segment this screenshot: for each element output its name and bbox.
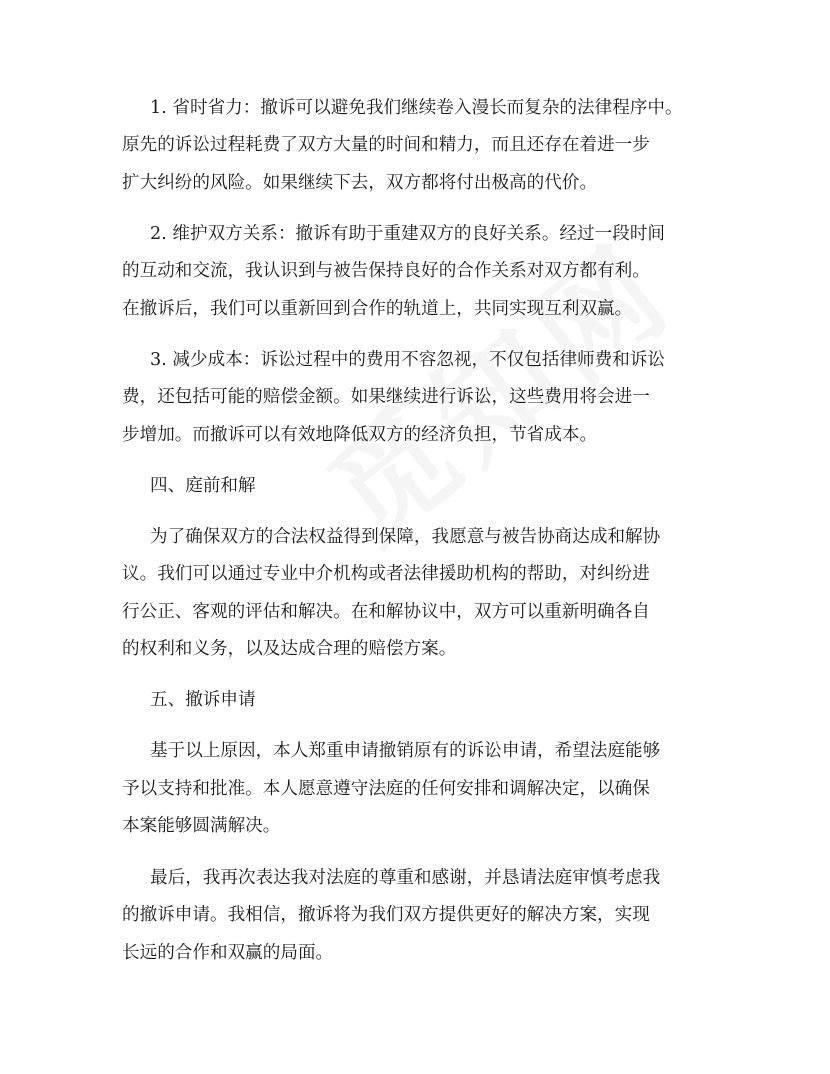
paragraph-3-line-2: 费，还包括可能的赔偿金额。如果继续进行诉讼，这些费用将会进一 (122, 387, 650, 407)
application-line-1: 基于以上原因，本人郑重申请撤销原有的诉讼申请，希望法庭能够 (150, 741, 661, 761)
application-line-3: 本案能够圆满解决。 (122, 816, 281, 836)
settlement-line-3: 行公正、客观的评估和解决。在和解协议中，双方可以重新明确各自 (122, 602, 650, 622)
settlement-line-1: 为了确保双方的合法权益得到保障，我愿意与被告协商达成和解协 (150, 527, 661, 547)
paragraph-1-line-2: 原先的诉讼过程耗费了双方大量的时间和精力，而且还存在着进一步 (122, 135, 650, 155)
closing-line-3: 长远的合作和双赢的局面。 (122, 943, 334, 963)
closing-line-2: 的撤诉申请。我相信，撤诉将为我们双方提供更好的解决方案，实现 (122, 905, 650, 925)
section-heading-4: 四、庭前和解 (150, 476, 256, 496)
settlement-line-4: 的权利和义务，以及达成合理的赔偿方案。 (122, 639, 457, 659)
paragraph-3-line-1: 3. 减少成本：诉讼过程中的费用不容忽视，不仅包括律师费和诉讼 (150, 350, 666, 370)
section-heading-5: 五、撤诉申请 (150, 690, 256, 710)
settlement-line-2: 议。我们可以通过专业中介机构或者法律援助机构的帮助，对纠纷进 (122, 564, 650, 584)
paragraph-1-line-3: 扩大纠纷的风险。如果继续下去，双方都将付出极高的代价。 (122, 173, 598, 193)
paragraph-2-line-1: 2. 维护双方关系：撤诉有助于重建双方的良好关系。经过一段时间 (150, 224, 666, 244)
paragraph-1-line-1: 1. 省时省力：撤诉可以避免我们继续卷入漫长而复杂的法律程序中。 (150, 98, 683, 118)
closing-line-1: 最后，我再次表达我对法庭的尊重和感谢，并恳请法庭审慎考虑我 (150, 868, 661, 888)
paragraph-2-line-2: 的互动和交流，我认识到与被告保持良好的合作关系对双方都有利。 (122, 261, 650, 281)
paragraph-3-line-3: 步增加。而撤诉可以有效地降低双方的经济负担，节省成本。 (122, 425, 598, 445)
paragraph-2-line-3: 在撤诉后，我们可以重新回到合作的轨道上，共同实现互利双赢。 (122, 299, 633, 319)
application-line-2: 予以支持和批准。本人愿意遵守法庭的任何安排和调解决定，以确保 (122, 779, 650, 799)
